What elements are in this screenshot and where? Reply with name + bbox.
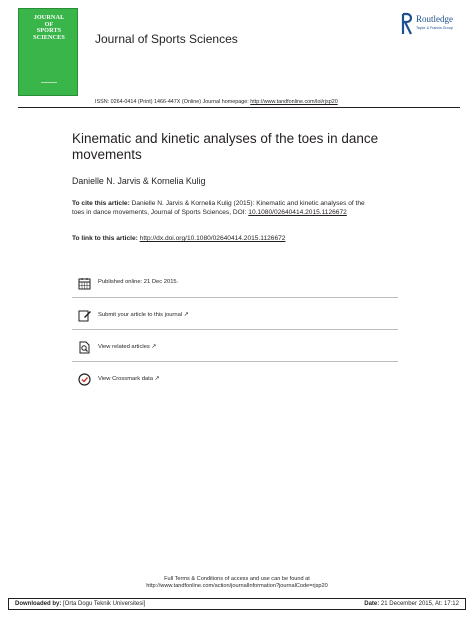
downloaded-by-label: Downloaded by: <box>15 600 62 607</box>
download-date-label: Date: <box>364 600 380 607</box>
related-articles-label[interactable]: View related articles <box>98 344 150 350</box>
external-link-icon: ↗ <box>183 312 189 318</box>
download-date-value: 21 December 2015, At: 17:12 <box>379 600 459 607</box>
issn-line <box>95 99 338 105</box>
cover-publisher-logo <box>41 82 57 89</box>
journal-homepage-link[interactable]: http://www.tandfonline.com/loi/rjsp20 <box>250 99 338 105</box>
downloaded-by-value: [Orta Dogu Teknik Universitesi] <box>61 600 146 607</box>
article-authors: Danielle N. Jarvis & Kornelia Kulig <box>72 176 206 186</box>
published-online-label: Published online: 21 Dec 2015. <box>98 279 179 285</box>
submit-article-row[interactable] <box>72 300 398 330</box>
terms-url[interactable]: http://www.tandfonline.com/action/journalInformation?journalCode=rjsp20 <box>146 583 328 589</box>
link-label: To link to this article: <box>72 235 140 242</box>
terms-note <box>0 576 474 590</box>
citation-doi-link[interactable]: 10.1080/02640414.2015.1126672 <box>248 209 347 217</box>
article-title: Kinematic and kinetic analyses of the toes in dance movements <box>72 131 379 162</box>
journal-title: Journal of Sports Sciences <box>95 32 238 46</box>
publisher-logo <box>400 12 462 38</box>
downloaded-by <box>15 601 145 607</box>
cover-title-line: SPORTS <box>36 27 62 35</box>
edit-icon <box>78 309 91 322</box>
citation-block <box>72 199 372 217</box>
calendar-icon <box>78 277 91 290</box>
related-articles-row[interactable] <box>72 332 398 362</box>
external-link-icon: ↗ <box>154 376 160 382</box>
download-info-bar <box>8 598 466 610</box>
crossmark-label[interactable]: View Crossmark data <box>98 376 153 382</box>
article-link-line <box>72 235 285 242</box>
crossmark-link[interactable] <box>98 375 160 382</box>
submit-article-link[interactable] <box>98 311 189 318</box>
cover-title-line: SCIENCES <box>33 33 65 41</box>
cover-title <box>25 15 73 41</box>
crossmark-icon <box>78 373 91 386</box>
related-articles-link[interactable] <box>98 343 156 350</box>
publisher-name: Routledge <box>416 14 453 24</box>
publisher-subtitle: Taylor & Francis Group <box>416 26 453 30</box>
external-link-icon: ↗ <box>151 344 157 350</box>
routledge-logo-icon <box>400 12 414 36</box>
cover-title-line: JOURNAL <box>33 14 65 21</box>
journal-cover <box>18 8 78 96</box>
cover-title-line: OF <box>44 20 54 28</box>
citation-text: Danielle N. Jarvis & Kornelia Kulig (2015): Kinematic and kinetic analyses of the toes in dance movements, Journal of Sports Sciences, DOI: <box>72 200 365 217</box>
header-divider <box>18 107 460 108</box>
issn-text: ISSN: 0264-0414 (Print) 1466-447X (Online) Journal homepage: <box>95 99 251 105</box>
citation-label: To cite this article: <box>72 200 130 207</box>
published-online-row <box>72 268 398 298</box>
terms-line: Full Terms & Conditions of access and use can be found at <box>164 576 310 582</box>
article-doi-link[interactable]: http://dx.doi.org/10.1080/02640414.2015.1126672 <box>139 235 286 242</box>
crossmark-row[interactable] <box>72 364 398 394</box>
download-date <box>364 601 459 607</box>
search-icon <box>78 341 91 354</box>
article-actions <box>72 268 398 398</box>
submit-article-label[interactable]: Submit your article to this journal <box>98 312 183 318</box>
